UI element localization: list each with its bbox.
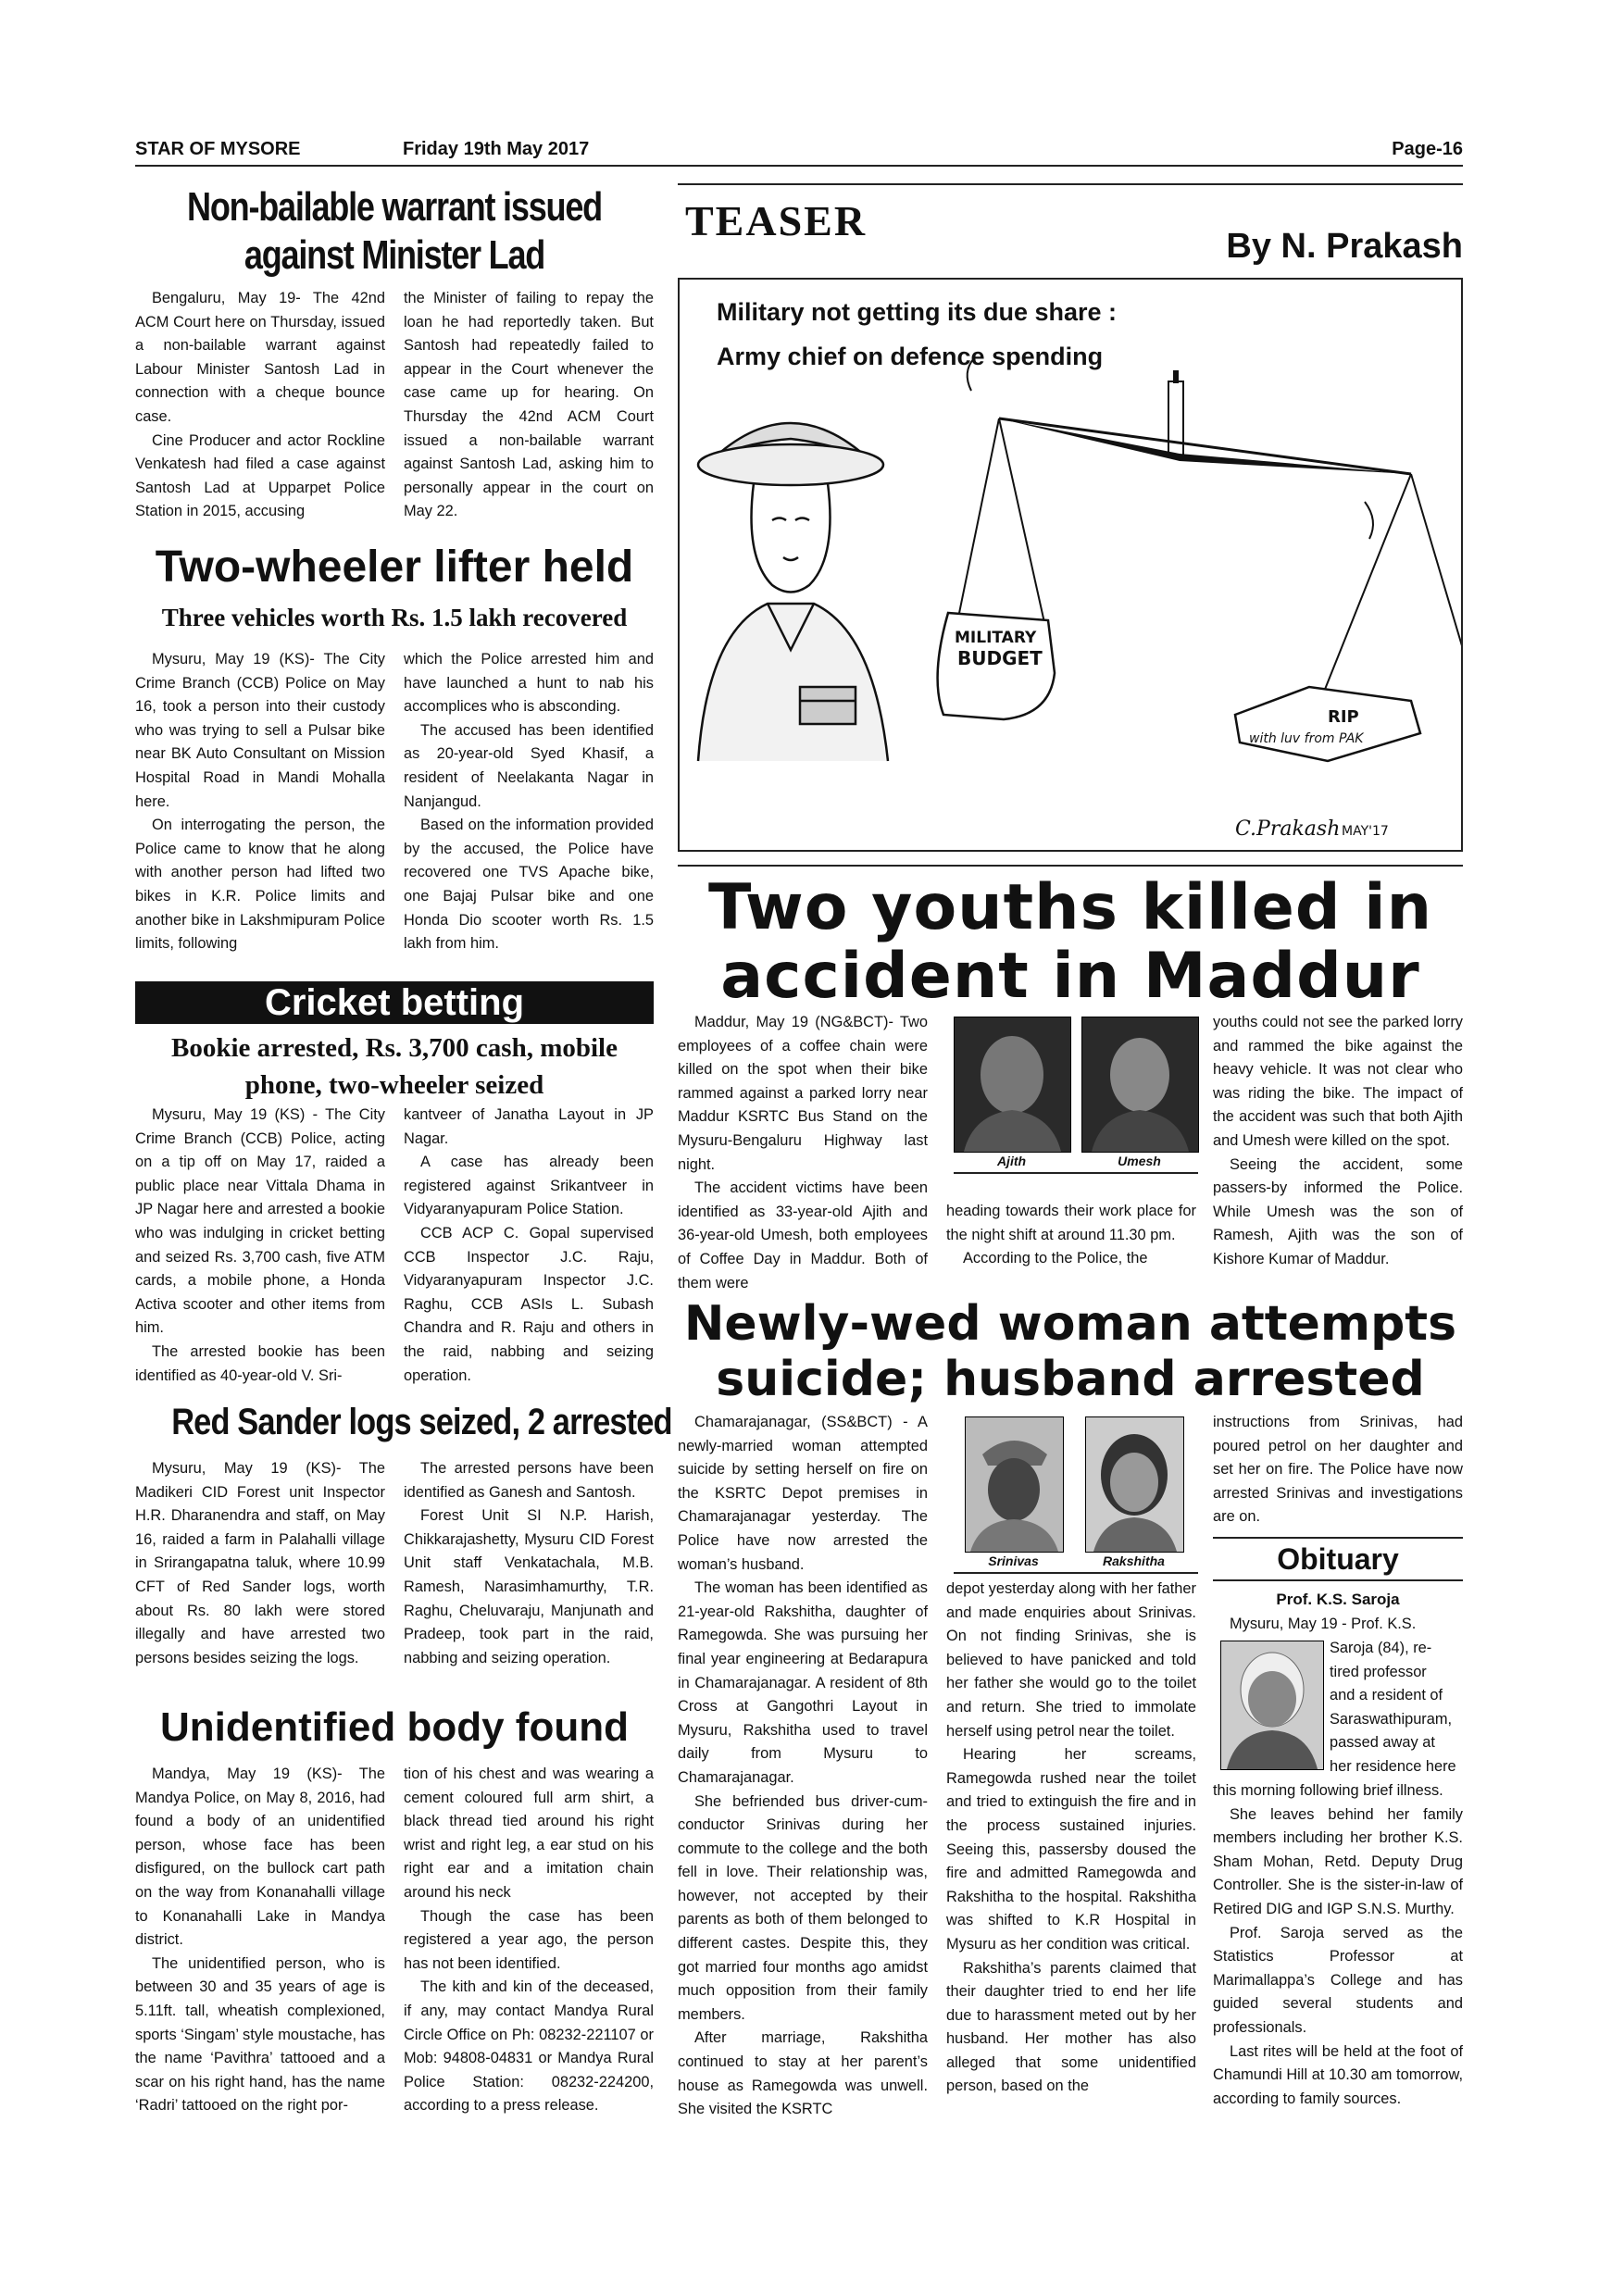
cricket-subhead [135, 1029, 654, 1104]
cricket-subhead-line2: phone, two-wheeler seized [244, 1070, 544, 1100]
warrant-paragraph: the Minister of failing to repay the loan he had reportedly taken. But Santosh had repeatedly failed to appear in the Court whenever the case came up for hearing. On Thursday the 42nd ACM Court issued a non-bailable warrant against Santosh Lad, asking him to personally appear in the court on May 22. [404, 290, 654, 520]
maddur-paragraph: The accident victims have been identified as 33-year-old Ajith and 36-year-old Umesh, both employees of Coffee Day in Maddur. Both of them were [678, 1179, 928, 1292]
warrant-column-1 [135, 287, 385, 524]
warrant-paragraph: Bengaluru, May 19- The 42nd ACM Court here on Thursday, issued a non-bailable warrant against Labour Minister Santosh Lad in connection with a cheque bounce case. [135, 290, 385, 425]
newlywed-column-3 [1213, 1411, 1463, 1529]
twowheeler-paragraph: Mysuru, May 19 (KS)- The City Crime Branch (CCB) Police on May 16, took a person into their custody who was trying to sell a Pulsar bike near BK Auto Consultant on Mission Hospital Road in Mandi Mohalla here. [135, 651, 385, 810]
obituary-paragraph: this morning following brief illness. [1213, 1782, 1443, 1799]
masthead [135, 139, 1463, 167]
newlywed-column-2 [946, 1578, 1196, 2099]
photo-ajith [954, 1017, 1071, 1153]
caption-srinivas: Srinivas [988, 1554, 1039, 1568]
newlywed-photos [946, 1411, 1206, 1578]
cartoon-signature-date: MAY'17 [1342, 824, 1389, 839]
obituary-wrap-line: her residence here [1330, 1757, 1456, 1775]
cartoon-drawing [680, 280, 1461, 850]
obituary-top-rule [1213, 1537, 1463, 1539]
body-paragraph: tion of his chest and was wearing a cement coloured full arm shirt, a black thread tied around his right wrist and right leg, a ear stud on his right ear and a imitation chain around his neck [404, 1766, 654, 1901]
obituary-paragraph: She leaves behind her family members including her brother K.S. Sham Mohan, Retd. Deputy Drug Controller. She is the sister-in-law of Retired DIG and IGP S.N.S. Murthy. [1213, 1805, 1463, 1917]
obituary-paragraph: Last rites will be held at the foot of Chamundi Hill at 10.30 am tomorrow, according to family sources. [1213, 2042, 1463, 2107]
twowheeler-paragraph: which the Police arrested him and have launched a hunt to nab his accomplices who is absconding. [404, 651, 654, 716]
teaser-byline: By N. Prakash [1226, 227, 1463, 266]
body-paragraph: The unidentified person, who is between 30 and 35 years of age is 5.11ft. tall, wheatish complexioned, sports ‘Singam’ style moustache, has the name ‘Pavithra’ tattooed and a scar on his right hand, has the name ‘Radri’ tattooed on the right por- [135, 1954, 385, 2115]
warrant-headline-line2: against Minister Lad [244, 232, 545, 278]
cartoon-caption-line1: Military not getting its due share : [717, 298, 1118, 326]
newlywed-paragraph: instructions from Srinivas, had poured petrol on her daughter and set her on fire. The Police have now arrested Srinivas and investigations are on. [1213, 1414, 1463, 1526]
twowheeler-paragraph: The accused has been identified as 20-year-old Syed Khasif, a resident of Neelakanta Nagar in Nanjangud. [404, 721, 654, 810]
cricket-paragraph: kantveer of Janatha Layout in JP Nagar. [404, 1106, 654, 1147]
newlywed-column-1 [678, 1411, 928, 2122]
body-paragraph: The kith and kin of the deceased, if any, may contact Mandya Rural Circle Office on Ph: 08232-221107 or Mob: 94808-04831 or Mandya Rural Police Station: 08232-224200, according to a press release. [404, 1978, 654, 2115]
warrant-headline [181, 183, 606, 280]
cricket-paragraph: A case has already been registered against Srikantveer in Vidyaranyapuram Police Station. [404, 1154, 654, 1218]
obituary-wrap-line: Saraswathipuram, [1330, 1710, 1453, 1728]
caption-ajith: Ajith [996, 1154, 1027, 1168]
newlywed-paragraph: Chamarajanagar, (SS&BCT) - A newly-married woman attempted suicide by setting herself on fire on the KSRTC Depot premises in Chamarajanagar yesterday. The Police have now arrested the woman’s husband. [678, 1414, 928, 1573]
twowheeler-column-1 [135, 648, 385, 956]
body-paragraph: Mandya, May 19 (KS)- The Mandya Police, on May 8, 2016, had found a body of an unidentified person, whose face has been disfigured, on the bullock cart path on the way from Konanahalli village to Konanahalli Lake in Mandya district. [135, 1766, 385, 1949]
maddur-column-3 [1213, 1011, 1463, 1272]
twowheeler-paragraph: Based on the information provided by the accused, the Police have recovered one TVS Apache bike, one Bajaj Pulsar bike and one Honda Dio scooter worth Rs. 1.5 lakh from him. [404, 817, 654, 953]
army-chief-figure [698, 423, 888, 761]
cricket-column-1 [135, 1104, 385, 1388]
coffin [1235, 687, 1420, 761]
newlywed-paragraph: The woman has been identified as 21-year-old Rakshitha, daughter of Ramegowda. She was pursuing her final year engineering at Bedarapura in Chamarajanagar. A resident of 8th Cross at Gangothri Layout in Mysuru, Rakshitha used to travel daily from Mysuru to Chamarajanagar. [678, 1579, 928, 1786]
body-column-1 [135, 1763, 385, 2118]
teaser-top-rule [678, 183, 1463, 185]
obituary-photo [1220, 1641, 1324, 1770]
sander-paragraph: Mysuru, May 19 (KS)- The Madikeri CID Forest unit Inspector H.R. Dharanendra and staff, on May 16, raided a farm in Palahalli village in Srirangapatna taluk, where 10.99 CFT of Red Sander logs, worth about Rs. 80 lakh were stored illegally and have arrested two persons besides seizing the logs. [135, 1460, 385, 1666]
maddur-column-1 [678, 1011, 928, 1295]
photo-umesh [1081, 1017, 1199, 1153]
warrant-column-2 [404, 287, 654, 524]
newlywed-paragraph: After marriage, Rakshitha continued to stay at her parent’s house as Ramegowda was unwell. She visited the KSRTC [678, 2029, 928, 2118]
obituary-wrap-line: tired professor [1330, 1663, 1427, 1680]
photo-caption-rule [954, 1172, 1198, 1174]
obituary-label: Obituary [1277, 1542, 1399, 1576]
obituary-wrap-line: and a resident of [1330, 1687, 1443, 1704]
issue-date: Friday 19th May 2017 [403, 139, 590, 159]
caption-umesh: Umesh [1118, 1154, 1161, 1168]
obituary-intro [1213, 1613, 1463, 1637]
bag-label-2: BUDGET [957, 647, 1043, 669]
page-number: Page-16 [1392, 139, 1463, 159]
photo-srinivas [965, 1416, 1064, 1553]
newlywed-headline [678, 1296, 1463, 1407]
maddur-paragraph: heading towards their work place for the night shift at around 11.30 pm. [946, 1203, 1196, 1243]
maddur-column-2 [946, 1200, 1196, 1271]
caption-rakshitha: Rakshitha [1103, 1554, 1165, 1568]
cartoon-caption-line2: Army chief on defence spending [717, 343, 1104, 370]
warrant-headline-line1: Non-bailable warrant issued [187, 184, 602, 230]
newlywed-paragraph: depot yesterday along with her father and made enquiries about Srinivas. On not finding Srinivas, she is believed to have panicked and told her father she would go to the toilet and return. She tried to immolate herself using petrol near the toilet. [946, 1580, 1196, 1740]
obituary-wrap-text [1330, 1637, 1463, 1779]
cricket-subhead-line1: Bookie arrested, Rs. 3,700 cash, mobile [171, 1033, 618, 1063]
obituary-bottom-rule [1213, 1579, 1463, 1581]
maddur-paragraph: youths could not see the parked lorry and rammed the bike against the heavy vehicle. It was not clear who was riding the bike. The impact of the accident was such that both Ajith and Umesh were killed on the spot. [1213, 1014, 1463, 1149]
photo-rakshitha [1085, 1416, 1184, 1553]
cricket-label: Cricket betting [135, 981, 654, 1024]
sander-column-2 [404, 1457, 654, 1670]
cricket-paragraph: CCB ACP C. Gopal supervised CCB Inspector J.C. Raju, Vidyaranyapuram Inspector J.C. Raghu, CCB ASIs L. Subash Chandra and R. Raju and others in the raid, nabbing and seizing operation. [404, 1224, 654, 1384]
maddur-headline-line1: Two youths killed in [708, 871, 1432, 944]
newlywed-headline-line2: suicide; husband arrested [716, 1352, 1425, 1407]
cricket-column-2 [404, 1104, 654, 1388]
bag-label-1: MILITARY [955, 629, 1037, 647]
newlywed-paragraph: She befriended bus driver-cum-conductor Srinivas during her commute to the college and the both fell in love. Their relationship was, however, not accepted by their parents as both of them belonged to different castes. Despite this, they got married four months ago amidst much opposition from their family members. [678, 1792, 928, 2023]
obituary-intro-line: Mysuru, May 19 - Prof. K.S. [1230, 1616, 1417, 1632]
maddur-headline [678, 871, 1463, 1013]
sander-headline: Red Sander logs seized, 2 arrested [171, 1402, 672, 1442]
body-paragraph: Though the case has been registered a year ago, the person has not been identified. [404, 1907, 654, 1972]
cricket-paragraph: Mysuru, May 19 (KS) - The City Crime Branch (CCB) Police, acting on a tip off on May 17, raided a public place near Vittala Dhama in JP Nagar here and arrested a bookie who was indulging in cricket betting and seized Rs. 3,700 cash, five ATM cards, a mobile phone, a Honda Activa scooter and other items from him. [135, 1106, 385, 1337]
maddur-headline-line2: accident in Maddur [720, 940, 1420, 1013]
twowheeler-subhead: Three vehicles worth Rs. 1.5 lakh recovered [161, 604, 628, 631]
coffin-label-1: RIP [1328, 707, 1359, 727]
twowheeler-column-2 [404, 648, 654, 956]
budget-bag [938, 613, 1055, 719]
warrant-paragraph: Cine Producer and actor Rockline Venkatesh had filed a case against Santosh Lad at Upparpet Police Station in 2015, accusing [135, 431, 385, 520]
teaser-bottom-rule [678, 865, 1463, 867]
newlywed-paragraph: Rakshitha’s parents claimed that their daughter tried to end her life due to harassment meted out by her husband. Her mother has also alleged that some unidentified person, based on the [946, 1959, 1196, 2095]
sander-column-1 [135, 1457, 385, 1670]
maddur-paragraph: Maddur, May 19 (NG&BCT)- Two employees of a coffee chain were killed on the spot when their bike rammed against a parked lorry near Maddur KSRTC Bus Stand on the Mysuru-Bengaluru Highway last night. [678, 1014, 928, 1173]
obituary-column [1213, 1779, 1463, 2111]
photo-caption-rule [954, 1572, 1198, 1574]
maddur-paragraph: According to the Police, the [963, 1250, 1148, 1267]
body-column-2 [404, 1763, 654, 2118]
newlywed-paragraph: Hearing her screams, Ramegowda rushed near the toilet and tried to extinguish the fire and in the process sustained injuries. Seeing this, passersby doused the fire and admitted Ramegowda and Rakshitha to the hospital. Rakshitha was shifted to K.R Hospital in Mysuru as her condition was critical. [946, 1746, 1196, 1953]
obituary-wrap-line: Saroja (84), re- [1330, 1640, 1432, 1656]
cartoon-frame [678, 278, 1463, 852]
coffin-label-2: with luv from PAK [1249, 731, 1364, 746]
obituary-paragraph: Prof. Saroja served as the Statistics Professor at Marimallappa’s College and has guided several students and professionals. [1213, 1924, 1463, 2036]
newspaper-name: STAR OF MYSORE [135, 139, 301, 159]
twowheeler-headline: Two-wheeler lifter held [155, 543, 634, 592]
body-headline: Unidentified body found [160, 1704, 629, 1750]
maddur-paragraph: Seeing the accident, some passers-by informed the Police. While Umesh was the son of Ramesh, Ajith was the son of Kishore Kumar of Maddur. [1213, 1155, 1463, 1267]
cricket-paragraph: The arrested bookie has been identified as 40-year-old V. Sri- [135, 1342, 385, 1384]
newlywed-headline-line1: Newly-wed woman attempts [683, 1296, 1457, 1352]
twowheeler-paragraph: On interrogating the person, the Police came to know that he along with another person had lifted two bikes in K.R. Police limits and another bike in Lakshmipuram Police limits, following [135, 817, 385, 953]
maddur-photos [946, 1011, 1206, 1176]
obituary-wrap-line: passed away at [1330, 1734, 1435, 1752]
cartoon-signature: C.Prakash [1235, 817, 1341, 841]
obituary-name: Prof. K.S. Saroja [1276, 1591, 1400, 1608]
sander-paragraph: Forest Unit SI N.P. Harish, Chikkarajashetty, Mysuru CID Forest Unit staff Venkatachala, M.B. Ramesh, Narasimhamurthy, T.R. Raghu, Cheluvaraju, Manjunath and Pradeep, took part in the raid, nabbing and seizing operation. [404, 1507, 654, 1666]
sander-paragraph: The arrested persons have been identified as Ganesh and Santosh. [404, 1460, 654, 1501]
teaser-title: TEASER [685, 197, 868, 244]
